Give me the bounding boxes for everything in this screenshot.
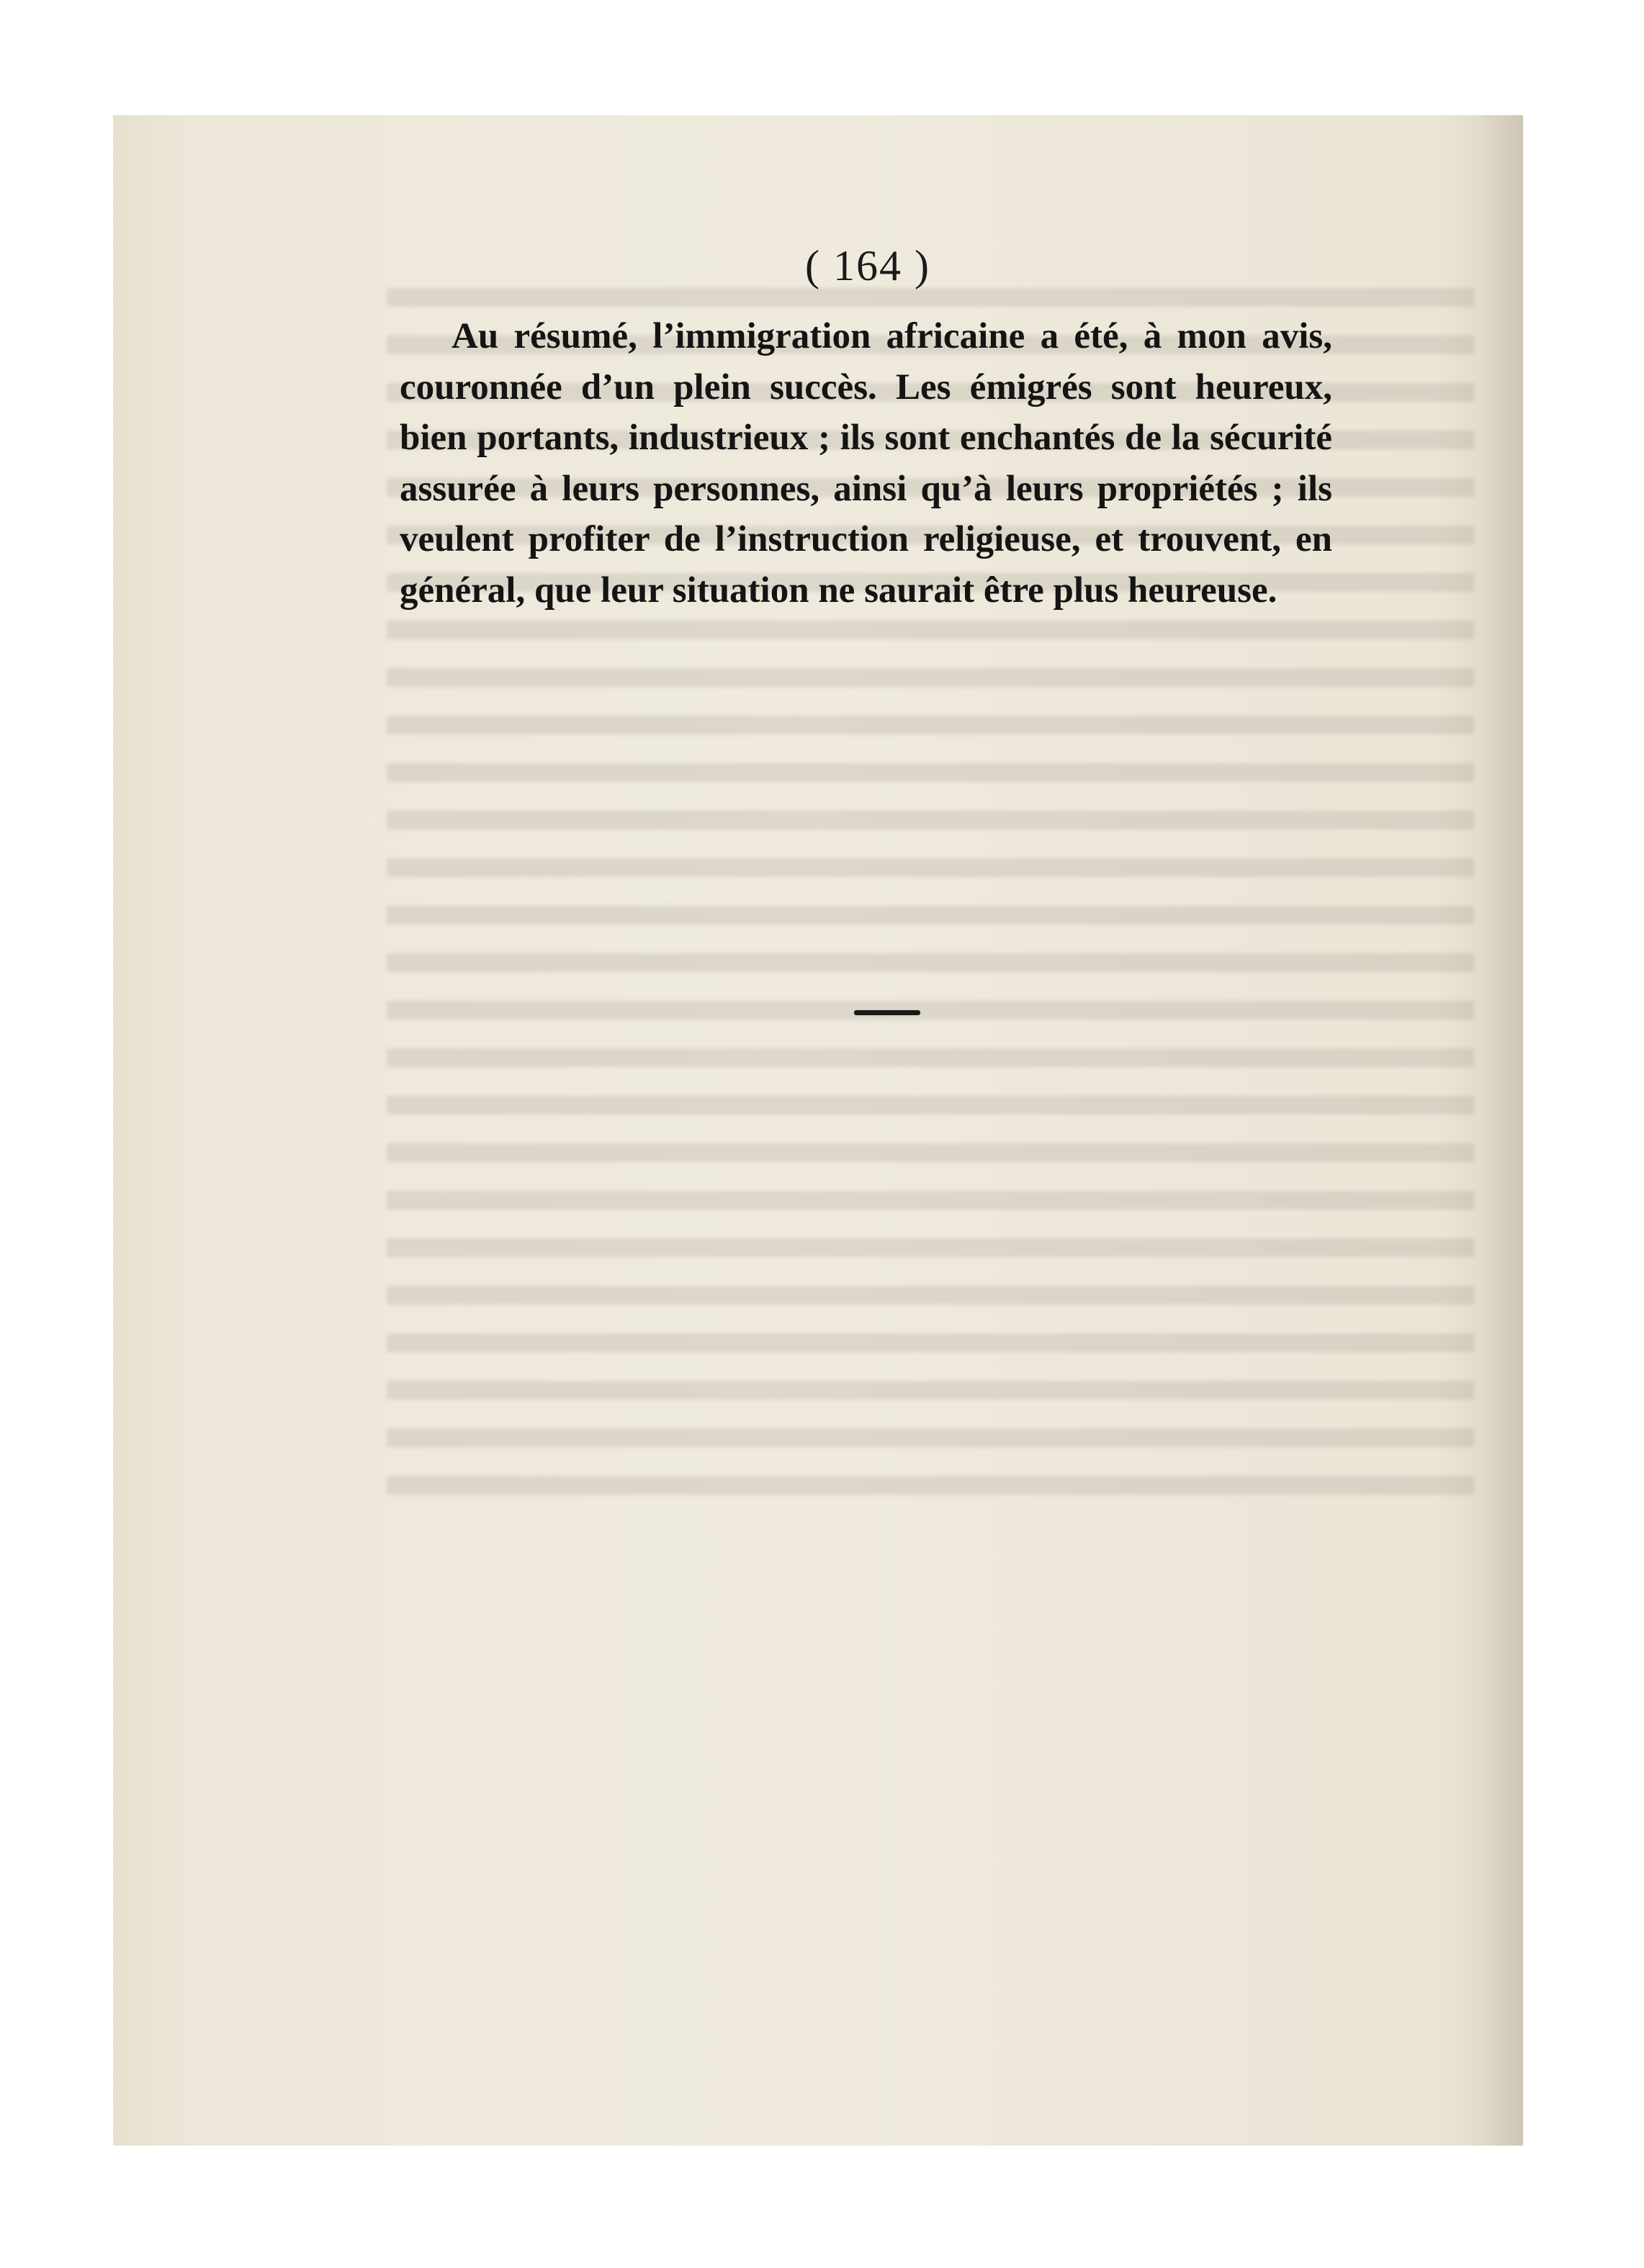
body-paragraph: Au résumé, l’immigration africaine a été, à mon avis, couronnée d’un plein succès. Les émigrés sont heureux, bien portants, industrieux ; ils sont enchantés de la sécurité assurée à leurs personnes, ainsi qu’à leurs propriétés ; ils veulent profiter de l’instruction religieuse, et trouvent, en général, que leur situation ne saurait être plus heureuse. (400, 316, 1332, 611)
section-separator (854, 1010, 920, 1015)
page-number: ( 164 ) (805, 242, 930, 289)
page-edge-shadow (1480, 115, 1523, 2146)
